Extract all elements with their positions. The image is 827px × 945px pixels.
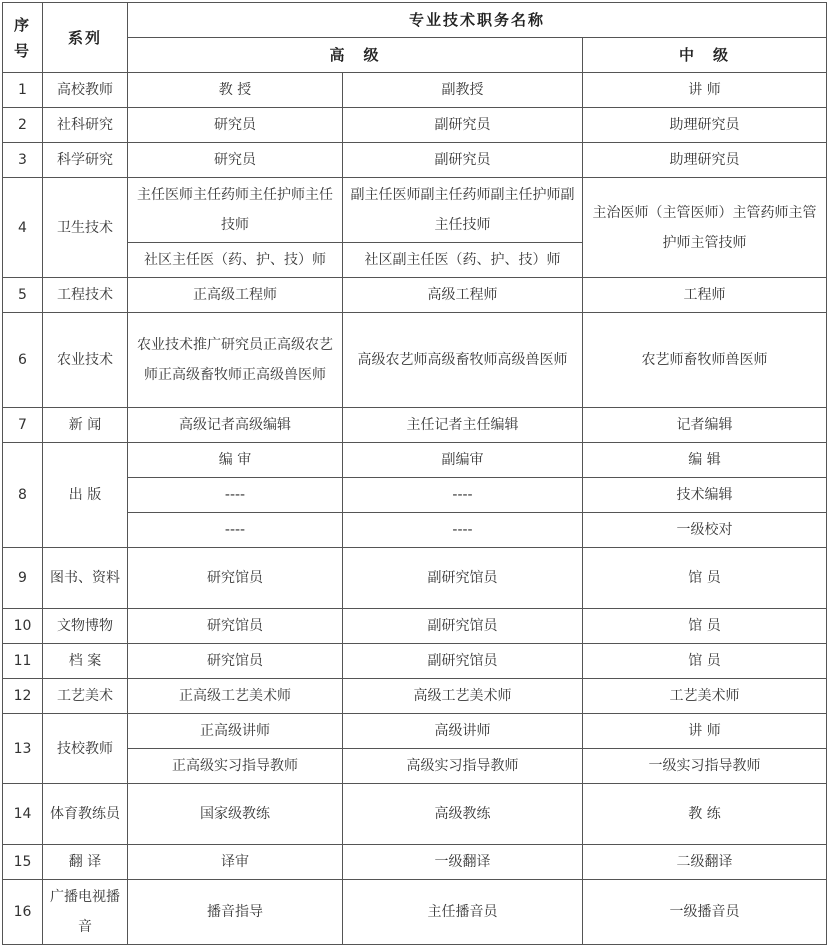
senior-title: ---- xyxy=(128,478,343,513)
deputy-senior-title-community: 社区副主任医（药、护、技）师 xyxy=(343,243,583,278)
middle-title: 教 练 xyxy=(583,784,827,845)
deputy-senior-title: 副研究馆员 xyxy=(343,644,583,679)
senior-title: 研究员 xyxy=(128,143,343,178)
deputy-senior-title: 主任播音员 xyxy=(343,880,583,945)
row-number: 2 xyxy=(3,108,43,143)
series-name: 工程技术 xyxy=(43,278,128,313)
series-name: 高校教师 xyxy=(43,73,128,108)
senior-title-community: 社区主任医（药、护、技）师 xyxy=(128,243,343,278)
header-middle: 中 级 xyxy=(583,38,827,73)
middle-title: 工艺美术师 xyxy=(583,679,827,714)
senior-title: 农业技术推广研究员正高级农艺师正高级畜牧师正高级兽医师 xyxy=(128,313,343,408)
senior-title: 主任医师主任药师主任护师主任技师 xyxy=(128,178,343,243)
row-number: 16 xyxy=(3,880,43,945)
table-row xyxy=(3,278,827,313)
middle-title: 二级翻译 xyxy=(583,845,827,880)
senior-title: 研究馆员 xyxy=(128,548,343,609)
deputy-senior-title: 副研究员 xyxy=(343,143,583,178)
table-row xyxy=(3,679,827,714)
table-row xyxy=(3,108,827,143)
series-name: 卫生技术 xyxy=(43,178,128,278)
middle-title: 编 辑 xyxy=(583,443,827,478)
series-name: 体育教练员 xyxy=(43,784,128,845)
table-row xyxy=(3,880,827,945)
deputy-senior-title: ---- xyxy=(343,513,583,548)
row-number: 15 xyxy=(3,845,43,880)
table-row xyxy=(3,73,827,108)
middle-title: 一级播音员 xyxy=(583,880,827,945)
deputy-senior-title: 副研究馆员 xyxy=(343,548,583,609)
table-row xyxy=(3,313,827,408)
table-row xyxy=(3,443,827,478)
middle-title: 馆 员 xyxy=(583,609,827,644)
header-seq: 序号 xyxy=(3,3,43,73)
middle-title: 主治医师（主管医师）主管药师主管护师主管技师 xyxy=(583,178,827,278)
row-number: 7 xyxy=(3,408,43,443)
table-row xyxy=(3,408,827,443)
row-number: 14 xyxy=(3,784,43,845)
series-name: 广播电视播音 xyxy=(43,880,128,945)
deputy-senior-title: ---- xyxy=(343,478,583,513)
senior-title: ---- xyxy=(128,513,343,548)
row-number: 1 xyxy=(3,73,43,108)
table-row xyxy=(3,143,827,178)
deputy-senior-title: 高级实习指导教师 xyxy=(343,749,583,784)
middle-title: 农艺师畜牧师兽医师 xyxy=(583,313,827,408)
table-row xyxy=(3,178,827,243)
table-row xyxy=(3,609,827,644)
table-row xyxy=(3,784,827,845)
series-name: 翻 译 xyxy=(43,845,128,880)
row-number: 5 xyxy=(3,278,43,313)
row-number: 3 xyxy=(3,143,43,178)
row-number: 6 xyxy=(3,313,43,408)
senior-title: 研究馆员 xyxy=(128,644,343,679)
senior-title: 正高级讲师 xyxy=(128,714,343,749)
series-name: 出 版 xyxy=(43,443,128,548)
middle-title: 馆 员 xyxy=(583,548,827,609)
middle-title: 讲 师 xyxy=(583,73,827,108)
row-number: 12 xyxy=(3,679,43,714)
senior-title: 研究员 xyxy=(128,108,343,143)
table-row xyxy=(3,714,827,749)
deputy-senior-title: 高级工艺美术师 xyxy=(343,679,583,714)
senior-title: 译审 xyxy=(128,845,343,880)
series-name: 图书、资料 xyxy=(43,548,128,609)
deputy-senior-title: 高级工程师 xyxy=(343,278,583,313)
row-number: 8 xyxy=(3,443,43,548)
middle-title: 技术编辑 xyxy=(583,478,827,513)
title-table xyxy=(2,2,827,945)
header-senior: 高 级 xyxy=(128,38,583,73)
middle-title: 记者编辑 xyxy=(583,408,827,443)
deputy-senior-title: 副编审 xyxy=(343,443,583,478)
senior-title: 教 授 xyxy=(128,73,343,108)
middle-title: 馆 员 xyxy=(583,644,827,679)
senior-title: 国家级教练 xyxy=(128,784,343,845)
senior-title: 编 审 xyxy=(128,443,343,478)
senior-title: 正高级工艺美术师 xyxy=(128,679,343,714)
senior-title: 研究馆员 xyxy=(128,609,343,644)
deputy-senior-title: 一级翻译 xyxy=(343,845,583,880)
row-number: 4 xyxy=(3,178,43,278)
table-row xyxy=(3,644,827,679)
deputy-senior-title: 副主任医师副主任药师副主任护师副主任技师 xyxy=(343,178,583,243)
senior-title: 正高级实习指导教师 xyxy=(128,749,343,784)
senior-title: 正高级工程师 xyxy=(128,278,343,313)
middle-title: 助理研究员 xyxy=(583,108,827,143)
row-number: 9 xyxy=(3,548,43,609)
series-name: 工艺美术 xyxy=(43,679,128,714)
deputy-senior-title: 高级教练 xyxy=(343,784,583,845)
header-series: 系列 xyxy=(43,3,128,73)
row-number: 11 xyxy=(3,644,43,679)
series-name: 档 案 xyxy=(43,644,128,679)
senior-title: 播音指导 xyxy=(128,880,343,945)
senior-title: 高级记者高级编辑 xyxy=(128,408,343,443)
row-number: 10 xyxy=(3,609,43,644)
series-name: 技校教师 xyxy=(43,714,128,784)
row-number: 13 xyxy=(3,714,43,784)
header-title: 专业技术职务名称 xyxy=(128,3,827,38)
series-name: 农业技术 xyxy=(43,313,128,408)
middle-title: 一级实习指导教师 xyxy=(583,749,827,784)
deputy-senior-title: 高级讲师 xyxy=(343,714,583,749)
table-row xyxy=(3,845,827,880)
deputy-senior-title: 副研究馆员 xyxy=(343,609,583,644)
middle-title: 助理研究员 xyxy=(583,143,827,178)
deputy-senior-title: 主任记者主任编辑 xyxy=(343,408,583,443)
deputy-senior-title: 副研究员 xyxy=(343,108,583,143)
series-name: 社科研究 xyxy=(43,108,128,143)
series-name: 新 闻 xyxy=(43,408,128,443)
table-row xyxy=(3,548,827,609)
middle-title: 一级校对 xyxy=(583,513,827,548)
middle-title: 工程师 xyxy=(583,278,827,313)
deputy-senior-title: 高级农艺师高级畜牧师高级兽医师 xyxy=(343,313,583,408)
header-row xyxy=(3,3,827,38)
series-name: 科学研究 xyxy=(43,143,128,178)
deputy-senior-title: 副教授 xyxy=(343,73,583,108)
series-name: 文物博物 xyxy=(43,609,128,644)
middle-title: 讲 师 xyxy=(583,714,827,749)
